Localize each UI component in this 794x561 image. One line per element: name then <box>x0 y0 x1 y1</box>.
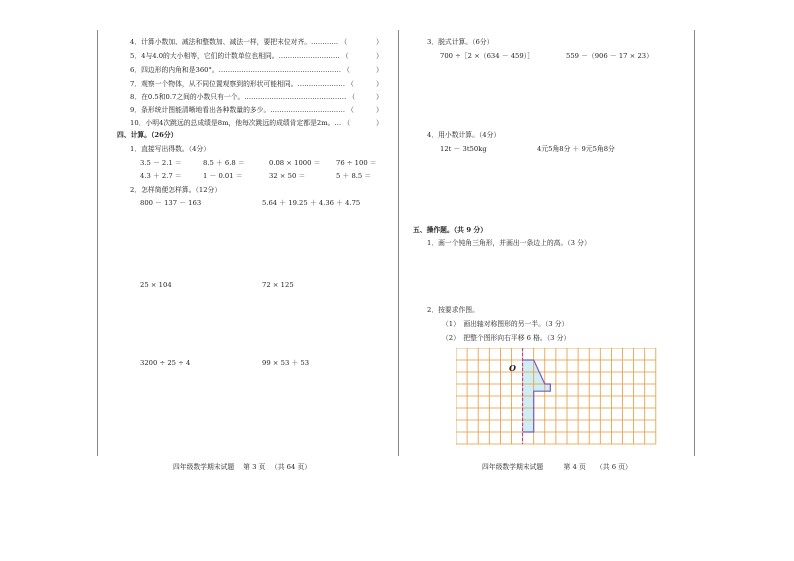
left-footer: 四年级数学期末试题 第 3 页 （共 64 页） <box>173 463 312 471</box>
q3-item: 700 ÷［2 ×（634 － 459）］ <box>440 52 534 60</box>
q4-title: 4．用小数计算。（4分） <box>427 131 501 139</box>
right-border-line <box>694 30 695 456</box>
q4-item: 12t － 3t50kg <box>440 145 487 153</box>
true-false-item: 8．在0.5和0.7之间的小数只有一个。……………………………………… （ <box>130 93 356 101</box>
calc-item: 5.64 ＋ 19.25 ＋ 4.36 ＋ 4.75 <box>262 199 361 207</box>
answer-paren-close: ） <box>376 106 383 114</box>
grid-svg <box>456 348 662 449</box>
oral-item: 4.3 ＋ 2.7 ＝ <box>140 172 182 180</box>
calc-item: 25 × 104 <box>140 281 172 289</box>
oral-item: 3.5 － 2.1 ＝ <box>140 159 182 167</box>
oral-item: 0.08 × 1000 ＝ <box>269 159 321 167</box>
oral-item: 5 ＋ 8.5 ＝ <box>336 172 372 180</box>
oral-item: 1 － 0.01 ＝ <box>203 172 243 180</box>
q2-title: 2．怎样简便怎样算。（12分） <box>130 186 222 194</box>
oral-item: 32 × 50 ＝ <box>269 172 306 180</box>
op1-text: 1．画一个钝角三角形，并画出一条边上的高。（3 分） <box>427 239 591 247</box>
true-false-item: 7．观察一个物体，从不同位置观察到的形状可能相同。………………… （ <box>130 80 354 88</box>
answer-paren-close: ） <box>376 119 383 127</box>
answer-paren-close: ） <box>376 80 383 88</box>
q4-item: 4元5角8分 ＋ 9元5角8分 <box>537 145 615 153</box>
section4-title: 四、计算。（26分） <box>117 131 178 139</box>
answer-paren-close: ） <box>376 38 383 46</box>
center-divider-line <box>398 30 399 456</box>
section5-title: 五、操作题。（共 9 分） <box>413 226 488 234</box>
calc-item: 3200 ÷ 25 ÷ 4 <box>140 359 191 367</box>
calc-item: 99 × 53 ＋ 53 <box>262 359 310 367</box>
calc-item: 72 × 125 <box>262 281 294 289</box>
op2b-text: （2） 把整个图形向右平移 6 格。（3 分） <box>442 334 571 342</box>
true-false-item: 10．小明4次跳远的总成绩是8m，他每次跳远的成绩肯定都是2m。… （ <box>130 119 351 127</box>
true-false-item: 4．计算小数加、减法和整数加、减法一样，要把末位对齐。………… （ <box>130 38 348 46</box>
q3-item: 559 －（906 － 17 × 23） <box>566 52 653 60</box>
calc-item: 800 － 137 － 163 <box>140 199 202 207</box>
drawing-grid <box>456 348 662 453</box>
answer-paren-close: ） <box>376 52 383 60</box>
op2a-text: （1） 画出轴对称图形的另一半。（3 分） <box>442 320 569 328</box>
q3-title: 3．脱式计算。（6分） <box>427 38 494 46</box>
right-footer: 四年级数学期末试题 第 4 页 （共 6 页） <box>482 463 632 471</box>
true-false-item: 6．四边形的内角和是360°。……………………………………………… （ <box>130 66 350 74</box>
op2-text: 2．按要求作图。 <box>427 306 479 314</box>
q1-title: 1．直接写出得数。（4分） <box>130 145 211 153</box>
true-false-item: 9．条形统计图能清晰地看出各种数量的多少。…………………………… （ <box>130 106 354 114</box>
answer-paren-close: ） <box>376 93 383 101</box>
true-false-item: 5．4与4.0的大小相等，它们的计数单位也相同。……………………… （ <box>130 52 349 60</box>
left-border-line <box>97 30 98 456</box>
answer-paren-close: ） <box>376 66 383 74</box>
axis-label: O <box>509 363 516 373</box>
oral-item: 8.5 ＋ 6.8 ＝ <box>203 159 245 167</box>
oral-item: 76 ÷ 100 ＝ <box>336 159 377 167</box>
